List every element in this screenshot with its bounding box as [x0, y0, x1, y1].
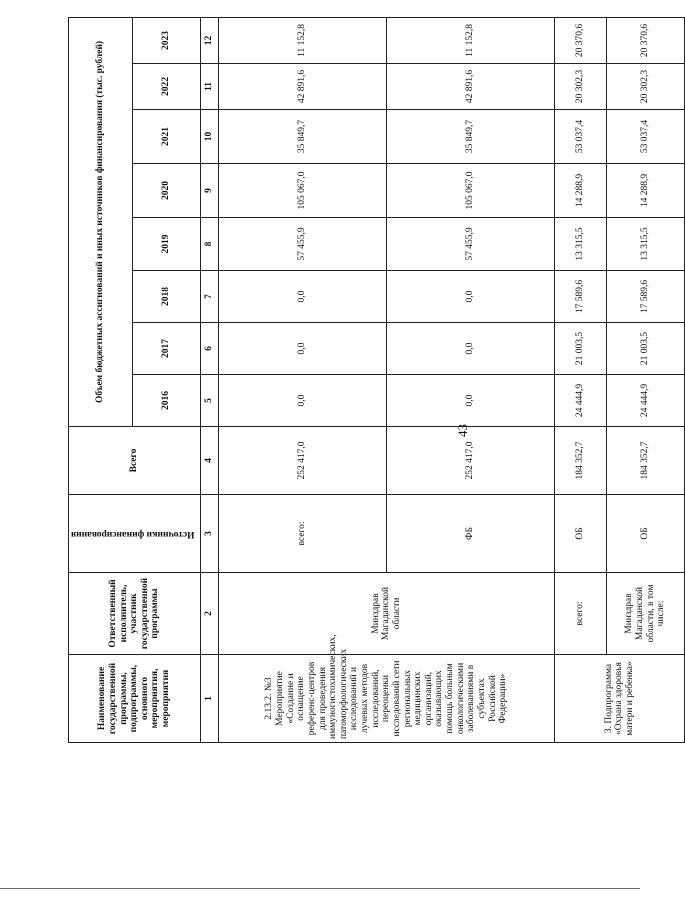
- value-cell: 0,0: [387, 323, 555, 375]
- header-name: Наименование государственной программы, подпрограммы, основного мероприятия, мероприятия: [69, 655, 201, 743]
- value-cell: 17 589,6: [555, 271, 607, 323]
- year-cell: 2021: [133, 110, 201, 164]
- value-cell: 105 067,0: [219, 164, 387, 218]
- row-responsible: Минздрав Магаданской области, в том числе:: [607, 573, 685, 655]
- value-cell: 42 891,6: [219, 64, 387, 110]
- col-number: 7: [201, 271, 219, 323]
- value-cell: 14 288,9: [607, 164, 685, 218]
- value-cell: 24 444,9: [555, 375, 607, 427]
- value-cell: 42 891,6: [387, 64, 555, 110]
- value-cell: 14 288,9: [555, 164, 607, 218]
- year-cell: 2023: [133, 17, 201, 63]
- value-cell: 20 370,6: [607, 17, 685, 63]
- value-cell: 0,0: [219, 323, 387, 375]
- year-cell: 2020: [133, 164, 201, 218]
- row-responsible: Минздрав Магаданской области: [219, 573, 555, 655]
- col-number: 2: [201, 573, 219, 655]
- page-divider: [0, 888, 640, 889]
- value-cell: 21 003,5: [607, 323, 685, 375]
- col-number: 5: [201, 375, 219, 427]
- value-cell: 53 037,4: [555, 110, 607, 164]
- funding-table: [68, 17, 685, 743]
- col-number: 11: [201, 64, 219, 110]
- value-cell: 21 003,5: [555, 323, 607, 375]
- row-source: ФБ: [387, 495, 555, 573]
- row-name: 2.13.2. №3 Мероприятие «Создание и оснащение референс-центров для проведения иммуногистохимических, патоморфологических исследований и лучевых методов исследований, переоценки исследований сети региональных медицинских организаций, оказывающих помощь больным онкологическими заболеваниями в субъектах Российской Федерации»: [219, 655, 555, 743]
- value-cell: 20 302,3: [607, 64, 685, 110]
- col-number: 10: [201, 110, 219, 164]
- header-source: [69, 495, 201, 573]
- value-cell: 11 152,8: [387, 17, 555, 63]
- header-funding: Объем бюджетных ассигнований и иных источников финансирования (тыс. рублей): [69, 17, 133, 426]
- page-number: 43: [455, 424, 470, 437]
- row-source: всего:: [219, 495, 387, 573]
- row-total: 252 417,0: [219, 427, 387, 495]
- value-cell: 20 370,6: [555, 17, 607, 63]
- value-cell: 0,0: [219, 375, 387, 427]
- year-cell: 2016: [133, 375, 201, 427]
- value-cell: 0,0: [387, 375, 555, 427]
- value-cell: 17 589,6: [607, 271, 685, 323]
- row-total: 184 352,7: [555, 427, 607, 495]
- year-cell: 2019: [133, 218, 201, 271]
- header-total: Всего: [69, 427, 201, 495]
- row-source: ОБ: [607, 495, 685, 573]
- funding-table-sheet: [68, 18, 667, 743]
- year-cell: 2018: [133, 271, 201, 323]
- col-number: 12: [201, 17, 219, 63]
- value-cell: 13 315,5: [607, 218, 685, 271]
- row-total: 184 352,7: [607, 427, 685, 495]
- row-name: 3. Подпрограмма «Охрана здоровья матери и ребенка»: [555, 655, 685, 743]
- year-cell: 2017: [133, 323, 201, 375]
- value-cell: 24 444,9: [607, 375, 685, 427]
- table-row: [555, 17, 607, 742]
- header-responsible: Ответственный исполнитель, участник государственной программы: [69, 573, 201, 655]
- value-cell: 0,0: [219, 271, 387, 323]
- value-cell: 13 315,5: [555, 218, 607, 271]
- header-source-label: Источники финансирования: [71, 528, 195, 539]
- col-number: 3: [201, 495, 219, 573]
- row-responsible: всего:: [555, 573, 607, 655]
- table-row: [219, 17, 387, 742]
- value-cell: 0,0: [387, 271, 555, 323]
- value-cell: 35 849,7: [387, 110, 555, 164]
- value-cell: 57 455,9: [387, 218, 555, 271]
- value-cell: 20 302,3: [555, 64, 607, 110]
- col-number: 1: [201, 655, 219, 743]
- col-number: 9: [201, 164, 219, 218]
- col-number: 6: [201, 323, 219, 375]
- row-source: ОБ: [555, 495, 607, 573]
- value-cell: 35 849,7: [219, 110, 387, 164]
- value-cell: 11 152,8: [219, 17, 387, 63]
- table-row: [607, 17, 685, 742]
- col-number: 4: [201, 427, 219, 495]
- row-total: 252 417,0: [387, 427, 555, 495]
- value-cell: 53 037,4: [607, 110, 685, 164]
- value-cell: 57 455,9: [219, 218, 387, 271]
- col-number: 8: [201, 218, 219, 271]
- value-cell: 105 067,0: [387, 164, 555, 218]
- year-cell: 2022: [133, 64, 201, 110]
